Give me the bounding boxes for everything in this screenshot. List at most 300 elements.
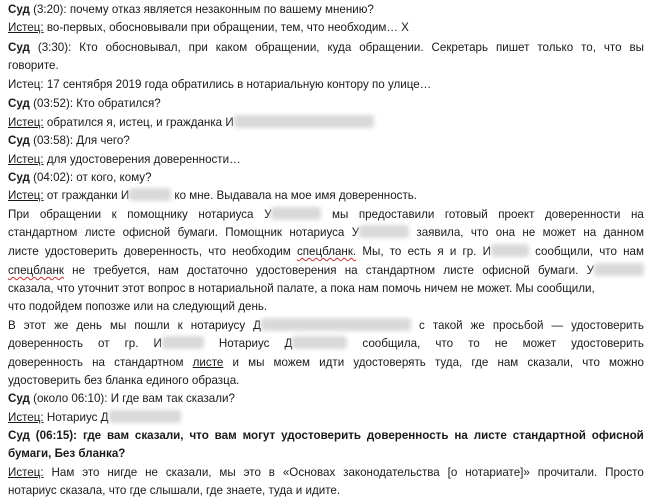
word <box>264 207 321 224</box>
text-span: обосновывал, <box>105 41 181 54</box>
text-span: требуется, <box>93 264 150 277</box>
word <box>135 428 184 445</box>
word <box>496 225 515 242</box>
text-span: нотариуса <box>198 208 254 221</box>
word <box>243 428 276 445</box>
word <box>416 225 463 242</box>
word <box>107 465 137 482</box>
word <box>437 244 443 261</box>
text-span: то <box>468 337 480 350</box>
text-span: могут <box>242 429 276 442</box>
word <box>468 336 480 353</box>
word <box>319 355 344 372</box>
text-span: [о <box>447 466 458 479</box>
word <box>497 355 518 372</box>
text-span: мы <box>110 319 127 332</box>
word <box>45 244 118 261</box>
text-span: удостоверить без бланка единого образца. <box>8 374 240 387</box>
text-span: спецбланк <box>8 264 64 277</box>
text-span: Суд <box>8 134 30 147</box>
word <box>471 355 488 372</box>
redacted-name <box>261 318 411 331</box>
word <box>24 318 46 335</box>
line-23 <box>8 410 181 427</box>
word <box>256 263 337 280</box>
word <box>8 225 77 242</box>
word <box>571 318 644 335</box>
word <box>433 318 463 335</box>
text-span: день <box>76 319 102 332</box>
word <box>352 225 409 242</box>
word <box>93 263 150 280</box>
text-span: мы <box>248 356 265 369</box>
redacted-name <box>292 336 347 349</box>
word <box>208 244 226 261</box>
text-span: бумаги, Без бланка? <box>8 447 126 460</box>
text-span: Нотариус Д <box>43 411 109 424</box>
line-18 <box>8 318 644 335</box>
text-span: листе <box>84 226 116 239</box>
text-span: Истец: <box>8 411 44 424</box>
text-span: проект <box>498 208 535 221</box>
text-span: стандартном <box>365 264 436 277</box>
word <box>248 355 264 372</box>
word <box>72 263 85 280</box>
redacted-name <box>162 336 204 349</box>
text-span: мы <box>219 466 236 479</box>
word <box>8 465 44 482</box>
text-span: что подойдем попозже или на следующий день. <box>8 300 268 313</box>
text-span: листе <box>473 429 507 442</box>
word <box>8 318 16 335</box>
word <box>435 336 453 353</box>
word <box>76 318 102 335</box>
line-24 <box>8 428 644 445</box>
text-span: обратился я, истец, и гражданка И <box>43 116 234 129</box>
word <box>285 336 348 353</box>
text-span: В <box>8 319 16 332</box>
text-span: говорите. <box>8 59 59 72</box>
word <box>154 336 204 353</box>
line-13 <box>8 225 644 242</box>
text-span: бумаги. <box>177 226 218 239</box>
word <box>125 336 139 353</box>
text-span: бумаги. <box>537 264 579 277</box>
text-span: (03:58): Для чего? <box>29 134 130 147</box>
word <box>605 465 644 482</box>
text-span: доверенность <box>366 429 449 442</box>
word <box>483 244 529 261</box>
line-16 <box>8 281 595 298</box>
word <box>362 244 383 261</box>
text-span: обращении. <box>359 41 424 54</box>
text-span: нотариате]» <box>465 466 530 479</box>
text-span: при <box>188 41 208 54</box>
text-span: сказали, <box>134 429 184 442</box>
word <box>158 263 179 280</box>
text-span: Суд <box>8 97 30 110</box>
line-03 <box>8 40 644 57</box>
text-span: Истец: <box>8 153 44 166</box>
text-span: удостоверить <box>571 319 644 332</box>
text-span: то <box>389 245 402 258</box>
word <box>8 336 83 353</box>
word <box>609 355 644 372</box>
line-12 <box>8 207 644 224</box>
text-span: Суд <box>8 392 30 405</box>
line-26 <box>8 465 644 482</box>
word <box>419 318 425 335</box>
text-span: во-первых, обосновывали при обращении, тем, что необходим… Х <box>43 21 409 34</box>
text-span: Суд <box>8 41 30 54</box>
line-19 <box>8 336 644 353</box>
line-10 <box>8 170 152 187</box>
text-span: При <box>8 208 30 221</box>
text-span: Истец: <box>8 21 44 34</box>
text-span: доверенность <box>8 356 83 369</box>
text-span: только <box>537 41 574 54</box>
text-span: офисной <box>482 264 530 277</box>
text-span: Д <box>253 319 262 332</box>
text-span: этот <box>23 319 47 332</box>
word <box>36 428 77 445</box>
word <box>482 263 530 280</box>
word <box>178 318 183 335</box>
text-span: офисной <box>122 226 171 239</box>
text-span: Просто <box>605 466 644 479</box>
text-span: листе <box>192 356 224 369</box>
line-02 <box>8 20 409 37</box>
word <box>495 336 508 353</box>
word <box>253 318 411 335</box>
word <box>124 244 202 261</box>
word <box>551 318 563 335</box>
text-span: что <box>603 41 622 54</box>
text-span: и <box>232 356 239 369</box>
text-span: можем <box>273 356 311 369</box>
text-span: не <box>494 337 508 350</box>
text-span: туда, <box>434 356 463 369</box>
text-span: сказали, <box>527 356 574 369</box>
word <box>82 465 99 482</box>
word <box>353 355 425 372</box>
word <box>513 428 586 445</box>
word <box>474 428 507 445</box>
word <box>219 336 270 353</box>
word <box>106 40 181 57</box>
text-span: не <box>145 466 158 479</box>
word <box>432 40 489 57</box>
text-span: где <box>471 356 489 369</box>
text-span: Нам <box>51 466 75 479</box>
text-span: доверенности <box>544 208 621 221</box>
word <box>216 40 247 57</box>
word <box>498 207 534 224</box>
text-span: может <box>542 226 577 239</box>
line-14 <box>8 244 644 261</box>
text-span: обращении <box>39 208 102 221</box>
line-11 <box>8 188 417 205</box>
text-span: сообщила, <box>362 337 421 350</box>
word <box>232 355 238 372</box>
line-07 <box>8 115 374 132</box>
text-span: ко мне. Выдавала на мое имя доверенность. <box>171 189 418 202</box>
word <box>345 263 358 280</box>
text-span: что <box>470 226 489 239</box>
text-span: Истец: <box>8 466 44 479</box>
text-span: (3:20): почему отказ является незаконным по вашему мнению? <box>29 3 374 16</box>
text-span: У <box>586 264 594 277</box>
text-span: нотариус сказала, что где слышали, где знаете, туда и идите. <box>8 484 341 497</box>
text-span: я <box>437 245 444 258</box>
text-span: нам <box>497 356 519 369</box>
line-20 <box>8 355 644 372</box>
word <box>52 465 75 482</box>
word <box>145 465 158 482</box>
word <box>454 428 467 445</box>
text-span: Нотариус <box>218 337 270 350</box>
word <box>367 428 449 445</box>
text-span: есть <box>407 245 432 258</box>
text-span: помощнику <box>127 208 188 221</box>
word <box>623 244 644 261</box>
redacted-name <box>109 410 181 423</box>
text-span: прочитали. <box>537 466 598 479</box>
word <box>54 318 68 335</box>
text-span: «Основах <box>282 466 336 479</box>
word <box>178 225 218 242</box>
redacted-name <box>129 188 171 201</box>
text-span: готовый <box>444 208 488 221</box>
text-span: стандартном <box>114 356 184 369</box>
text-span: это <box>243 466 261 479</box>
text-span: от <box>98 337 110 350</box>
text-span: это <box>82 466 100 479</box>
text-span: мы <box>332 208 349 221</box>
word <box>599 244 617 261</box>
text-span: И <box>482 245 491 258</box>
word <box>8 263 64 280</box>
word <box>193 355 224 372</box>
word <box>83 428 101 445</box>
text-span: нотариусу <box>190 319 246 332</box>
text-span: куда <box>327 41 352 54</box>
line-08 <box>8 133 130 150</box>
text-span: заявила, <box>416 226 464 239</box>
word <box>166 465 212 482</box>
text-span: может <box>522 337 557 350</box>
word <box>463 244 477 261</box>
redacted-name <box>359 225 409 238</box>
text-span: удостоверения <box>255 264 337 277</box>
text-span: удостоверить <box>281 429 362 442</box>
word <box>327 40 351 57</box>
word <box>40 207 101 224</box>
text-span: доверенность <box>8 337 83 350</box>
text-span: — <box>551 319 564 332</box>
word <box>8 244 39 261</box>
redacted-name <box>491 244 529 257</box>
text-span: что <box>582 356 600 369</box>
text-span: данном <box>603 226 644 239</box>
word <box>8 207 29 224</box>
word <box>535 244 593 261</box>
text-span: Истец: <box>8 116 44 129</box>
text-span: У <box>351 226 360 239</box>
word <box>281 428 361 445</box>
word <box>629 40 644 57</box>
word <box>215 428 237 445</box>
word <box>85 225 116 242</box>
text-span: вы <box>629 41 644 54</box>
text-span: спецбланк. <box>296 245 357 258</box>
text-span: и <box>449 245 457 258</box>
text-span: доверенность, <box>123 245 203 258</box>
text-span: на <box>630 208 644 221</box>
word <box>79 40 97 57</box>
word <box>187 263 248 280</box>
text-span: нотариуса <box>289 226 345 239</box>
word <box>244 465 261 482</box>
word <box>297 244 356 261</box>
text-span: для удостоверения доверенности… <box>43 153 241 166</box>
text-span: нигде <box>107 466 138 479</box>
text-span: она <box>495 226 516 239</box>
text-span: нам <box>623 245 644 258</box>
word <box>527 355 573 372</box>
word <box>390 244 402 261</box>
text-span: каком <box>215 41 248 54</box>
word <box>269 465 275 482</box>
word <box>571 336 644 353</box>
text-span: предоставили <box>358 208 435 221</box>
text-span: где <box>82 429 102 442</box>
word <box>366 263 435 280</box>
word <box>545 207 620 224</box>
text-span: Суд <box>8 429 30 442</box>
line-09 <box>8 152 241 169</box>
text-span: пошли <box>134 319 170 332</box>
redacted-name <box>271 207 321 220</box>
word <box>283 465 335 482</box>
word <box>98 336 110 353</box>
line-22 <box>8 391 235 408</box>
line-17 <box>8 299 267 316</box>
word <box>581 40 596 57</box>
text-span: от гражданки И <box>43 189 130 202</box>
word <box>8 355 83 372</box>
text-span: (около 06:10): И где вам так сказали? <box>29 392 235 405</box>
text-span: просьбой <box>492 319 544 332</box>
text-span: Кто <box>79 41 98 54</box>
text-span: (04:02): от кого, кому? <box>29 171 152 184</box>
word <box>232 244 291 261</box>
text-span: идти <box>319 356 345 369</box>
text-span: гр. <box>124 337 139 350</box>
word <box>408 244 432 261</box>
text-span: что <box>208 245 226 258</box>
text-span: с <box>419 319 425 332</box>
word <box>582 355 600 372</box>
text-span: вам <box>107 429 130 442</box>
text-span: листе <box>8 245 39 258</box>
line-01 <box>8 2 374 19</box>
text-span: к <box>111 208 117 221</box>
text-span: что <box>599 245 617 258</box>
word <box>443 263 474 280</box>
text-span: то, <box>581 41 596 54</box>
word <box>493 318 544 335</box>
line-21 <box>8 373 239 390</box>
word <box>198 207 253 224</box>
text-span: стандартной <box>512 429 586 442</box>
text-span: на <box>583 226 597 239</box>
text-span: что <box>435 337 454 350</box>
word <box>450 244 456 261</box>
word <box>134 318 169 335</box>
word <box>189 40 208 57</box>
text-span: же <box>54 319 69 332</box>
word <box>471 318 485 335</box>
text-span: же <box>470 319 485 332</box>
word <box>543 225 576 242</box>
word <box>435 355 462 372</box>
text-span: (03:52): Кто обратился? <box>29 97 161 110</box>
word <box>523 336 556 353</box>
text-span: вам <box>214 429 237 442</box>
text-span: листе <box>443 264 474 277</box>
text-span: Суд <box>8 171 30 184</box>
text-span: У <box>264 208 272 221</box>
word <box>92 355 105 372</box>
word <box>8 40 30 57</box>
word <box>448 465 458 482</box>
word <box>359 207 434 224</box>
line-27 <box>8 483 340 500</box>
text-span: И <box>153 337 162 350</box>
word <box>445 207 488 224</box>
word <box>583 225 596 242</box>
line-05 <box>8 77 431 94</box>
text-span: Помощник <box>225 226 282 239</box>
text-span: нам <box>158 264 179 277</box>
text-span: что <box>189 429 209 442</box>
text-span: к <box>177 319 183 332</box>
word <box>110 318 126 335</box>
text-span: Истец: <box>8 189 44 202</box>
word <box>465 465 530 482</box>
text-span: офисной <box>591 429 644 442</box>
line-25 <box>8 446 125 463</box>
text-span: достаточно <box>187 264 248 277</box>
word <box>112 207 117 224</box>
text-span: стандартном <box>8 226 78 239</box>
word <box>604 40 622 57</box>
text-span: (06:15): <box>35 429 78 442</box>
text-span: Д <box>284 337 293 350</box>
text-span: сообщили, <box>535 245 594 258</box>
text-span: сказала, что уточнит этот вопрос в нотариальной палате, а пока нам помочь ничем не может. Мы сообщили, <box>8 282 595 295</box>
word <box>123 225 171 242</box>
text-span: на <box>344 264 358 277</box>
redacted-name <box>594 263 644 276</box>
word <box>496 40 529 57</box>
word <box>471 225 489 242</box>
word <box>592 428 644 445</box>
word <box>107 428 129 445</box>
word <box>359 40 423 57</box>
word <box>587 263 644 280</box>
